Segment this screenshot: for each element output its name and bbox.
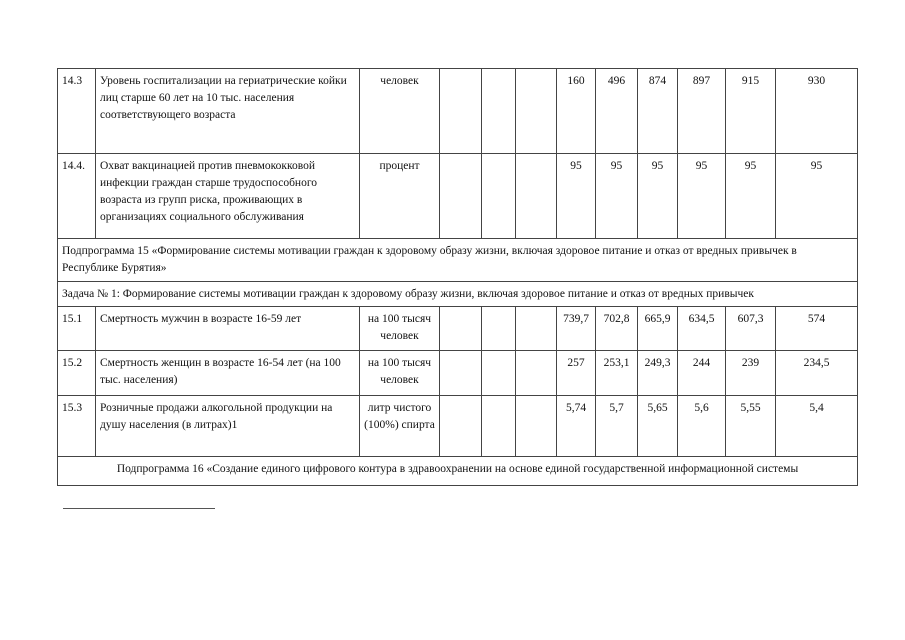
empty-cell (516, 351, 557, 396)
indicator-name: Розничные продажи алкогольной продукции на душу населения (в литрах)1 (96, 396, 360, 457)
value-cell: 244 (678, 351, 726, 396)
indicators-table (57, 68, 858, 486)
unit-of-measure: процент (360, 154, 440, 239)
section-header-row (58, 282, 858, 307)
empty-cell (516, 154, 557, 239)
row-number: 14.4. (58, 154, 96, 239)
table-row (58, 351, 858, 396)
unit-of-measure: на 100 тысяч человек (360, 307, 440, 351)
subprogram-title: Подпрограмма 15 «Формирование системы мотивации граждан к здоровому образу жизни, включая здоровое питание и отказ от вредных привычек в Республике Бурятия» (58, 239, 858, 282)
table-row (58, 69, 858, 154)
value-cell: 239 (726, 351, 776, 396)
value-cell: 5,74 (557, 396, 596, 457)
value-cell: 702,8 (596, 307, 638, 351)
value-cell: 634,5 (678, 307, 726, 351)
empty-cell (440, 396, 482, 457)
value-cell: 234,5 (776, 351, 858, 396)
table-row (58, 396, 858, 457)
indicator-name: Смертность женщин в возрасте 16-54 лет (на 100 тыс. населения) (96, 351, 360, 396)
row-number: 15.3 (58, 396, 96, 457)
empty-cell (482, 396, 516, 457)
indicator-name: Охват вакцинацией против пневмококковой инфекции граждан старше трудоспособного возраста из групп риска, проживающих в организациях социального обслуживания (96, 154, 360, 239)
unit-of-measure: человек (360, 69, 440, 154)
indicator-name: Уровень госпитализации на гериатрические койки лиц старше 60 лет на 10 тыс. населения соответствующего возраста (96, 69, 360, 154)
empty-cell (440, 351, 482, 396)
indicator-name: Смертность мужчин в возрасте 16-59 лет (96, 307, 360, 351)
value-cell: 95 (776, 154, 858, 239)
table-row (58, 307, 858, 351)
empty-cell (482, 307, 516, 351)
unit-of-measure: на 100 тысяч человек (360, 351, 440, 396)
subprogram-title: Подпрограмма 16 «Создание единого цифрового контура в здравоохранении на основе единой государственной информационной системы (58, 457, 858, 486)
empty-cell (516, 307, 557, 351)
empty-cell (516, 69, 557, 154)
value-cell: 95 (726, 154, 776, 239)
footnote-separator (63, 508, 215, 509)
value-cell: 160 (557, 69, 596, 154)
value-cell: 874 (638, 69, 678, 154)
section-header-row (58, 457, 858, 486)
empty-cell (440, 154, 482, 239)
value-cell: 249,3 (638, 351, 678, 396)
row-number: 15.2 (58, 351, 96, 396)
value-cell: 574 (776, 307, 858, 351)
value-cell: 5,65 (638, 396, 678, 457)
empty-cell (482, 351, 516, 396)
value-cell: 607,3 (726, 307, 776, 351)
value-cell: 95 (557, 154, 596, 239)
task-title: Задача № 1: Формирование системы мотивации граждан к здоровому образу жизни, включая здоровое питание и отказ от вредных привычек (58, 282, 858, 307)
row-number: 14.3 (58, 69, 96, 154)
row-number: 15.1 (58, 307, 96, 351)
value-cell: 253,1 (596, 351, 638, 396)
value-cell: 257 (557, 351, 596, 396)
value-cell: 930 (776, 69, 858, 154)
value-cell: 5,7 (596, 396, 638, 457)
empty-cell (516, 396, 557, 457)
value-cell: 897 (678, 69, 726, 154)
value-cell: 95 (678, 154, 726, 239)
section-header-row (58, 239, 858, 282)
unit-of-measure: литр чистого (100%) спирта (360, 396, 440, 457)
value-cell: 665,9 (638, 307, 678, 351)
value-cell: 5,6 (678, 396, 726, 457)
empty-cell (440, 307, 482, 351)
empty-cell (482, 69, 516, 154)
value-cell: 496 (596, 69, 638, 154)
value-cell: 5,4 (776, 396, 858, 457)
empty-cell (440, 69, 482, 154)
value-cell: 95 (596, 154, 638, 239)
value-cell: 95 (638, 154, 678, 239)
value-cell: 5,55 (726, 396, 776, 457)
value-cell: 915 (726, 69, 776, 154)
value-cell: 739,7 (557, 307, 596, 351)
empty-cell (482, 154, 516, 239)
table-row (58, 154, 858, 239)
